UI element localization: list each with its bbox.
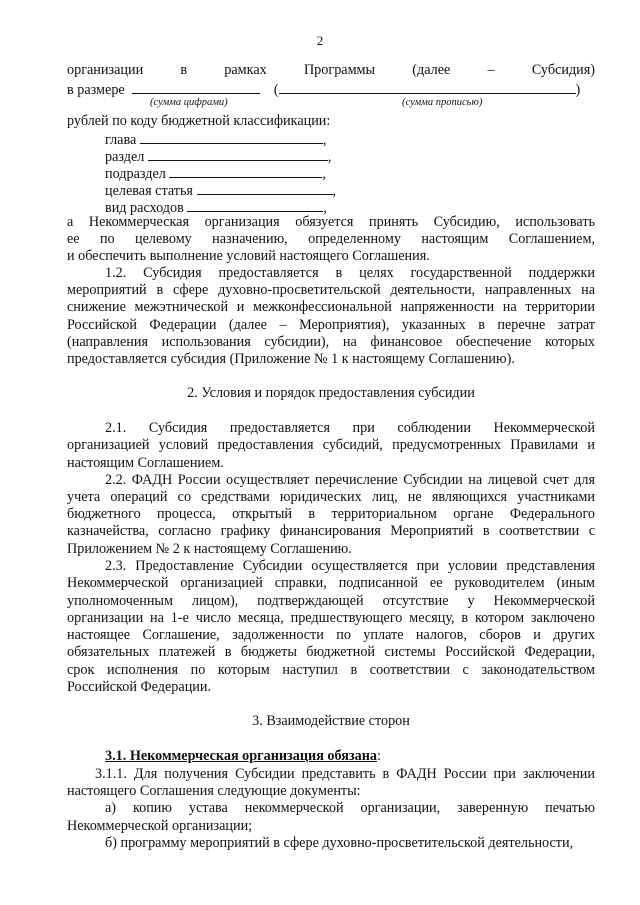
kbk-blank[interactable] <box>140 131 323 144</box>
open-paren: ( <box>273 82 279 98</box>
kbk-subsection-row <box>105 165 326 183</box>
paragraph-line: настоящее Соглашение, задолженности по уплате налогов, сборов и других <box>67 627 595 643</box>
clause-3-1-heading <box>67 748 595 765</box>
paragraph-line: обязательных платежей в бюджеты бюджетной системы Российской Федерации, <box>67 644 595 660</box>
comma: , <box>323 200 327 216</box>
paragraph-line: 1.2. Субсидия предоставляется в целях государственной поддержки <box>105 265 595 281</box>
kbk-label: глава <box>105 132 137 148</box>
paragraph-line: мероприятий в сфере духовно-просветительской деятельности, направленных на <box>67 282 595 298</box>
kbk-blank[interactable] <box>169 165 322 178</box>
paragraph-line: Некоммерческой организацией справки, подписанной ее руководителем (иным <box>67 575 595 591</box>
paragraph-line: ее по целевому назначению, определенному настоящим Соглашением, <box>67 231 595 247</box>
kbk-label: подраздел <box>105 166 166 182</box>
kbk-blank[interactable] <box>148 148 328 161</box>
clause-3-1-title: 3.1. Некоммерческая организация обязана <box>105 748 377 764</box>
paragraph-line: а) копию устава некоммерческой организации, заверенную печатью <box>105 800 595 816</box>
comma: , <box>322 132 327 148</box>
kbk-label: раздел <box>105 149 145 165</box>
intro-word: – <box>487 62 495 78</box>
paragraph-line: Некоммерческой организации; <box>67 818 253 834</box>
intro-line-1 <box>67 62 595 79</box>
kbk-blank[interactable] <box>187 199 323 212</box>
close-paren: ) <box>575 82 581 98</box>
amount-line <box>67 81 595 99</box>
paragraph-line: 3.1.1. Для получения Субсидии представить в ФАДН России при заключении <box>95 766 595 782</box>
paragraph-line: учета операций со средствами юридических лиц, не являющихся участниками <box>67 489 595 505</box>
paragraph-line: 2.2. ФАДН России осуществляет перечисление Субсидии на лицевой счет для <box>105 472 595 488</box>
section-2-title: 2. Условия и порядок предоставления субсидии <box>187 385 475 401</box>
intro-word: (далее <box>412 62 451 78</box>
paragraph-line: срок исполнения по которым наступил в соответствии с законодательством <box>67 662 595 678</box>
paragraph-line: 2.3. Предоставление Субсидии осуществляется при условии представления <box>105 558 595 574</box>
intro-word: рамках <box>224 62 267 78</box>
amount-words-blank[interactable] <box>279 81 576 94</box>
paragraph-line: 2.1. Субсидия предоставляется при соблюдении Некоммерческой <box>105 420 595 436</box>
kbk-chapter-row <box>105 131 326 149</box>
paragraph-line: бюджетного процесса, открытый в территориальном органе Федерального <box>67 506 595 522</box>
paragraph-line: настоящим Соглашением. <box>67 455 224 471</box>
kbk-section-row <box>105 148 331 166</box>
paragraph-line: настоящего Соглашения следующие документы: <box>67 783 361 799</box>
paragraph-line: уполномоченным лицом), подтверждающей отсутствие у Некоммерческой <box>67 593 595 609</box>
intro-word: в <box>180 62 188 78</box>
paragraph-line: казначейства, согласно графику финансирования Мероприятий в соответствии с <box>67 523 595 539</box>
paragraph-line: и обеспечить выполнение условий настоящего Соглашения. <box>67 248 430 264</box>
paragraph-line: (направления использования субсидии), на финансовое обеспечение которых <box>67 334 595 350</box>
page-number: 2 <box>316 33 324 48</box>
paragraph-line: организации на 1-е число месяца, предшествующего месяцу, в котором заключено <box>67 610 595 626</box>
paragraph-line: Российской Федерации (далее – Мероприятия), указанных в перечне затрат <box>67 317 595 333</box>
amount-digits-blank[interactable] <box>132 81 260 94</box>
kbk-target-row <box>105 182 336 200</box>
colon: : <box>377 748 381 764</box>
paragraph-line: б) программу мероприятий в сфере духовно-просветительской деятельности, <box>105 835 574 851</box>
paragraph-line: снижение межэтнической и межконфессиональной напряженности на территории <box>67 299 595 315</box>
kbk-blank[interactable] <box>197 182 333 195</box>
intro-word: Программы <box>303 62 376 78</box>
intro-word: Субсидия) <box>531 62 596 78</box>
paragraph-line: Российской Федерации. <box>67 679 212 695</box>
kbk-label: вид расходов <box>105 200 184 216</box>
comma: , <box>322 166 326 182</box>
hint-digits: (сумма цифрами) <box>150 97 228 108</box>
comma: , <box>332 183 337 199</box>
intro-word: организации <box>67 62 144 78</box>
paragraph-line: предоставляется субсидия (Приложение № 1 к настоящему Соглашению). <box>67 351 515 367</box>
hint-words: (сумма прописью) <box>402 97 483 108</box>
paragraph-line: а Некоммерческая организация обязуется принять Субсидию, использовать <box>67 214 595 230</box>
kbk-line: рублей по коду бюджетной классификации: <box>67 113 331 129</box>
paragraph-line: организацией условий предоставления субсидий, предусмотренных Правилами и <box>67 437 595 453</box>
section-3-title: 3. Взаимодействие сторон <box>252 713 410 729</box>
comma: , <box>327 149 332 165</box>
amount-label: в размере <box>67 82 125 98</box>
kbk-label: целевая статья <box>105 183 193 199</box>
paragraph-line: Приложением № 2 к настоящему Соглашению. <box>67 541 352 557</box>
